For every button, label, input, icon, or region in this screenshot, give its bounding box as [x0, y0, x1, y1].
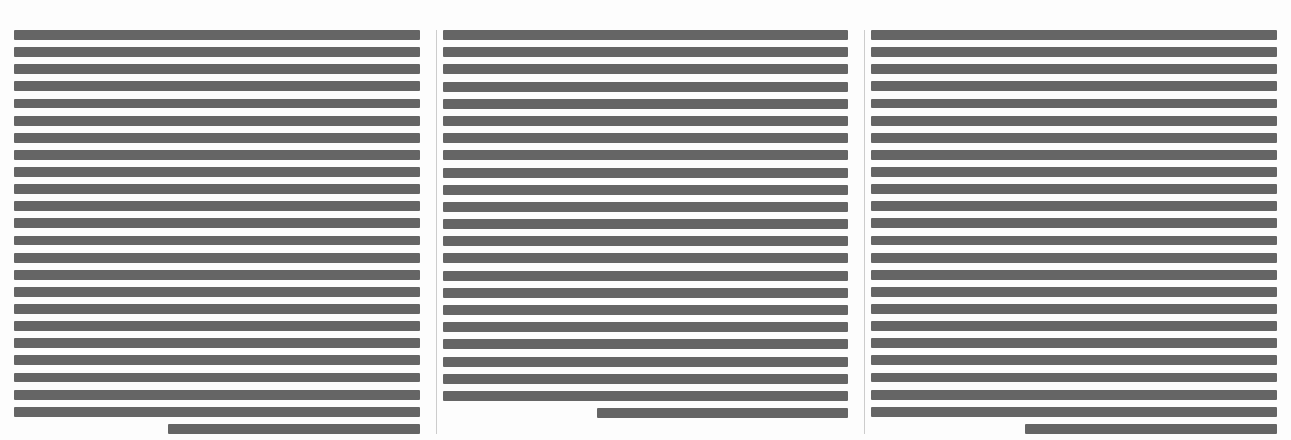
text-line-placeholder — [443, 47, 849, 57]
text-line-placeholder — [14, 338, 420, 348]
notice-columns — [8, 30, 1283, 434]
text-line-placeholder — [871, 218, 1277, 228]
text-line-placeholder — [871, 167, 1277, 177]
text-line-placeholder — [443, 357, 849, 367]
text-line-placeholder — [14, 390, 420, 400]
text-line-placeholder — [14, 116, 420, 126]
text-line-placeholder — [871, 321, 1277, 331]
notice-heading — [8, 6, 1283, 26]
text-line-placeholder — [443, 168, 849, 178]
text-line-placeholder — [443, 253, 849, 263]
text-line-placeholder — [871, 184, 1277, 194]
text-line-placeholder — [14, 99, 420, 109]
text-line-placeholder — [443, 64, 849, 74]
text-line-placeholder — [871, 287, 1277, 297]
text-line-placeholder — [443, 82, 849, 92]
text-line-placeholder — [871, 236, 1277, 246]
notice-column-middle — [436, 30, 855, 434]
text-line-placeholder — [871, 304, 1277, 314]
notice-column-left — [8, 30, 426, 434]
text-line-placeholder — [871, 373, 1277, 383]
text-line-placeholder — [871, 64, 1277, 74]
text-line-placeholder — [871, 270, 1277, 280]
text-line-placeholder — [14, 373, 420, 383]
text-line-placeholder — [871, 30, 1277, 40]
text-line-placeholder — [14, 30, 420, 40]
text-line-placeholder — [443, 30, 849, 40]
text-line-placeholder — [871, 47, 1277, 57]
text-line-placeholder — [14, 133, 420, 143]
text-line-placeholder — [14, 81, 420, 91]
text-line-placeholder — [14, 407, 420, 417]
text-line-placeholder — [443, 339, 849, 349]
text-line-placeholder — [14, 270, 420, 280]
text-line-placeholder — [871, 150, 1277, 160]
text-line-placeholder — [443, 185, 849, 195]
text-line-placeholder — [871, 201, 1277, 211]
text-line-placeholder — [871, 99, 1277, 109]
text-line-placeholder — [443, 116, 849, 126]
text-line-placeholder — [871, 253, 1277, 263]
text-line-placeholder — [14, 304, 420, 314]
text-line-placeholder — [168, 424, 420, 434]
text-line-placeholder — [443, 374, 849, 384]
text-line-placeholder — [14, 167, 420, 177]
text-line-placeholder — [443, 219, 849, 229]
text-line-placeholder — [443, 288, 849, 298]
text-line-placeholder — [443, 202, 849, 212]
text-line-placeholder — [14, 150, 420, 160]
text-line-placeholder — [1025, 424, 1277, 434]
text-line-placeholder — [14, 355, 420, 365]
text-line-placeholder — [443, 133, 849, 143]
text-line-placeholder — [14, 253, 420, 263]
text-line-placeholder — [443, 271, 849, 281]
text-line-placeholder — [14, 64, 420, 74]
text-line-placeholder — [14, 47, 420, 57]
text-line-placeholder — [443, 305, 849, 315]
text-line-placeholder — [14, 201, 420, 211]
text-line-placeholder — [443, 391, 849, 401]
text-line-placeholder — [871, 355, 1277, 365]
text-line-placeholder — [14, 218, 420, 228]
text-line-placeholder — [871, 81, 1277, 91]
text-line-placeholder — [14, 184, 420, 194]
text-line-placeholder — [14, 236, 420, 246]
text-line-placeholder — [443, 150, 849, 160]
text-line-placeholder — [14, 287, 420, 297]
text-line-placeholder — [871, 407, 1277, 417]
text-line-placeholder — [871, 133, 1277, 143]
notice-column-right — [864, 30, 1283, 434]
text-line-placeholder — [443, 99, 849, 109]
text-line-placeholder — [14, 321, 420, 331]
text-line-placeholder — [443, 322, 849, 332]
text-line-placeholder — [597, 408, 849, 418]
text-line-placeholder — [871, 390, 1277, 400]
text-line-placeholder — [443, 236, 849, 246]
text-line-placeholder — [871, 338, 1277, 348]
text-line-placeholder — [871, 116, 1277, 126]
